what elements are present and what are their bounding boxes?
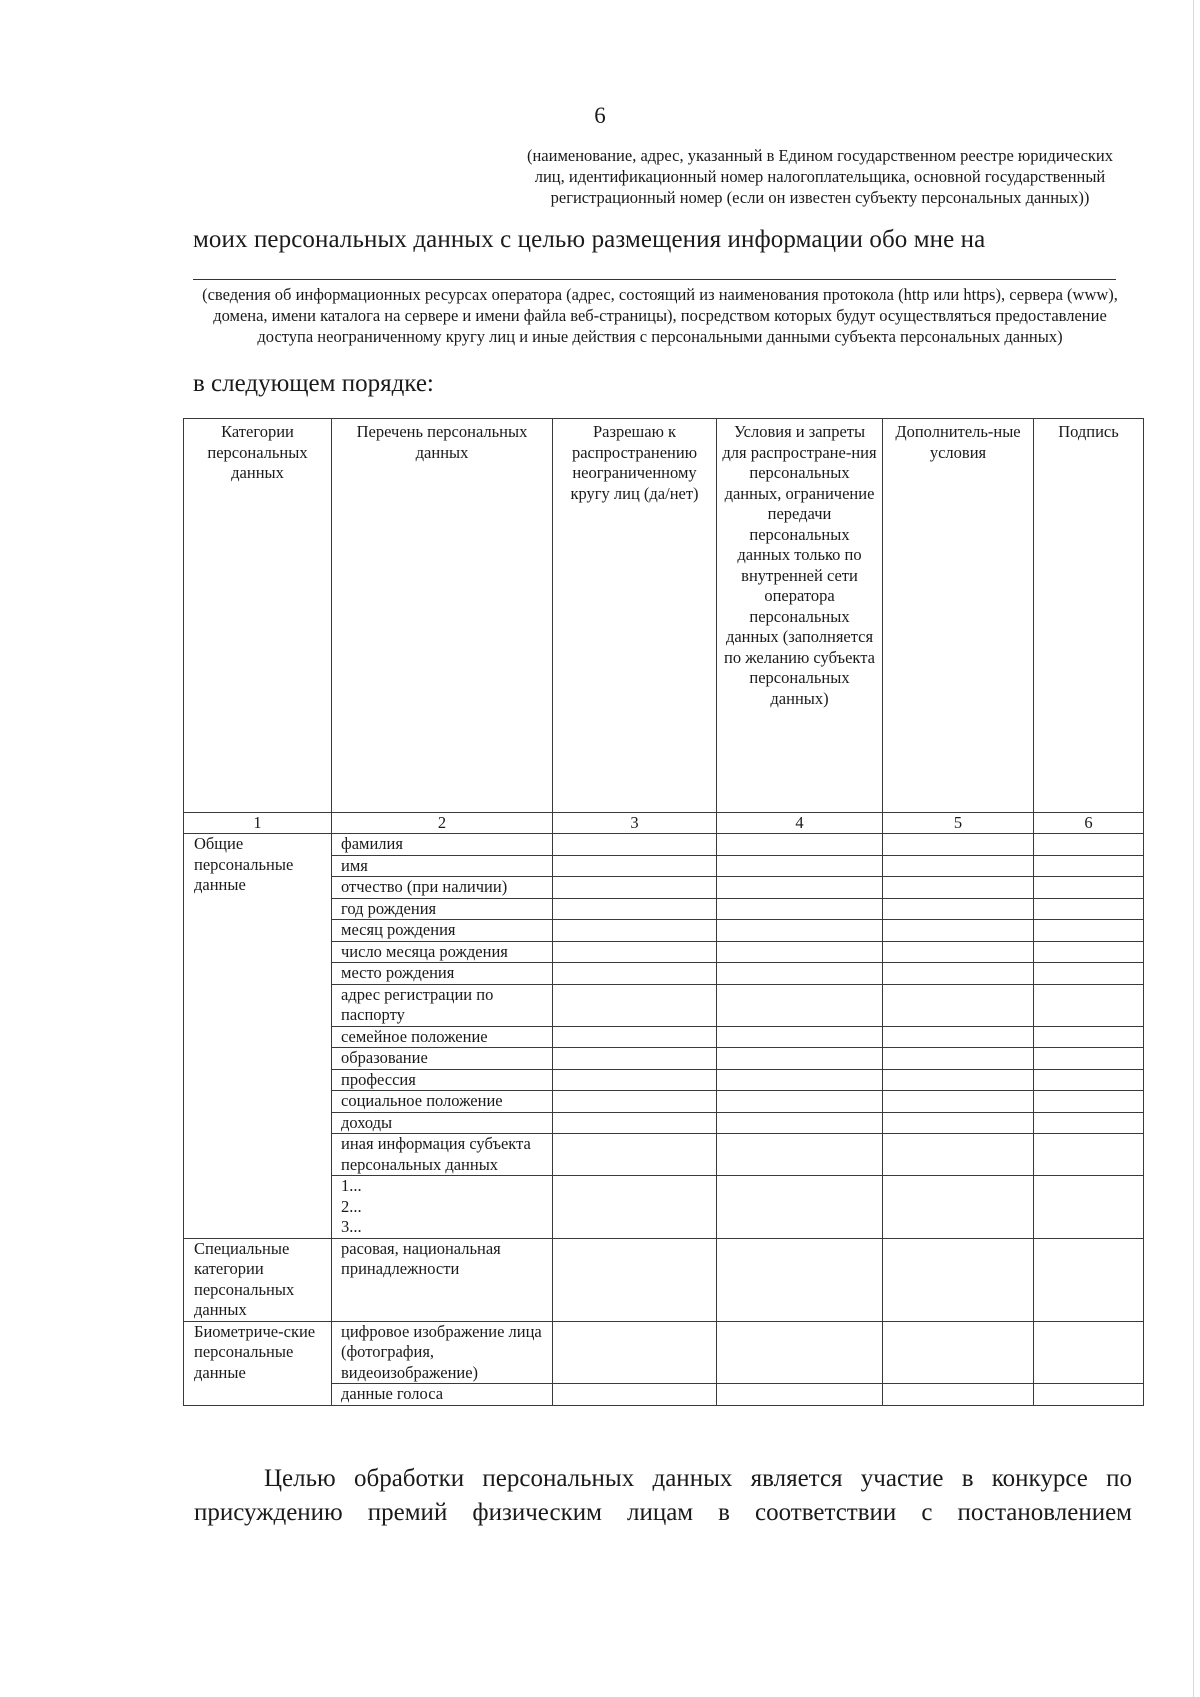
conditions-cell[interactable] [717, 855, 883, 877]
conditions-cell[interactable] [717, 1238, 883, 1321]
conditions-cell[interactable] [717, 984, 883, 1026]
permission-cell[interactable] [553, 855, 717, 877]
conditions-cell[interactable] [717, 1134, 883, 1176]
item-face-image: цифровое изображение лица (фотография, видеоизображение) [332, 1321, 553, 1384]
resources-caption: (сведения об информационных ресурсах оператора (адрес, состоящий из наименования протокола (http или https), сервера (www), домена, имени каталога на сервере и имени файла веб-страницы), посредством которых будут осуществляться предоставление доступа неограниченному кругу лиц и иные действия с персональными данными субъекта персональных данных) [202, 285, 1118, 346]
conditions-cell[interactable] [717, 963, 883, 985]
additional-cell[interactable] [883, 920, 1034, 942]
category-biometric: Биометриче-ские персональные данные [184, 1321, 332, 1405]
permission-cell[interactable] [553, 963, 717, 985]
permission-cell[interactable] [553, 1238, 717, 1321]
item-name: имя [332, 855, 553, 877]
permission-cell[interactable] [553, 941, 717, 963]
header-row [184, 419, 1144, 813]
conditions-cell[interactable] [717, 1069, 883, 1091]
item-extra-3: 3... [341, 1217, 362, 1236]
conditions-cell[interactable] [717, 941, 883, 963]
additional-cell[interactable] [883, 1134, 1034, 1176]
additional-cell[interactable] [883, 855, 1034, 877]
item-surname: фамилия [332, 834, 553, 856]
closing-text: Целью обработки персональных данных является участие в конкурсе по присуждению премий физическим лицам в соответствии с постановлением [194, 1465, 1132, 1526]
additional-cell[interactable] [883, 834, 1034, 856]
header-signature: Подпись [1034, 419, 1144, 813]
permission-cell[interactable] [553, 984, 717, 1026]
item-other-info: иная информация субъекта персональных данных [332, 1134, 553, 1176]
conditions-cell[interactable] [717, 1091, 883, 1113]
conditions-cell[interactable] [717, 1112, 883, 1134]
column-number: 3 [553, 813, 717, 834]
conditions-cell[interactable] [717, 834, 883, 856]
order-line: в следующем порядке: [193, 370, 434, 397]
item-education: образование [332, 1048, 553, 1070]
conditions-cell[interactable] [717, 877, 883, 899]
item-profession: профессия [332, 1069, 553, 1091]
conditions-cell[interactable] [717, 1384, 883, 1406]
additional-cell[interactable] [883, 1069, 1034, 1091]
permission-cell[interactable] [553, 1048, 717, 1070]
table-row [184, 834, 1144, 856]
item-birth-day: число месяца рождения [332, 941, 553, 963]
permission-cell[interactable] [553, 877, 717, 899]
signature-cell[interactable] [1034, 920, 1144, 942]
signature-cell[interactable] [1034, 1026, 1144, 1048]
signature-cell[interactable] [1034, 941, 1144, 963]
column-number-row [184, 813, 1144, 834]
item-extra-2: 2... [341, 1196, 362, 1216]
column-number: 4 [717, 813, 883, 834]
signature-cell[interactable] [1034, 877, 1144, 899]
signature-cell[interactable] [1034, 1321, 1144, 1384]
item-race-nationality: расовая, национальная принадлежности [332, 1238, 553, 1321]
signature-cell[interactable] [1034, 984, 1144, 1026]
header-list: Перечень персональных данных [332, 419, 553, 813]
additional-cell[interactable] [883, 984, 1034, 1026]
header-conditions: Условия и запреты для распростране-ния персональных данных, ограничение передачи персональных данных только по внутренней сети оператора персональных данных (заполняется по желанию субъекта персональных данных) [717, 419, 883, 813]
header-additional: Дополнитель-ные условия [883, 419, 1034, 813]
item-extra-1: 1... [341, 1176, 362, 1195]
additional-cell[interactable] [883, 1176, 1034, 1239]
signature-cell[interactable] [1034, 1134, 1144, 1176]
scan-edge [1193, 0, 1194, 1697]
permission-cell[interactable] [553, 1384, 717, 1406]
additional-cell[interactable] [883, 898, 1034, 920]
signature-cell[interactable] [1034, 1238, 1144, 1321]
permission-cell[interactable] [553, 1321, 717, 1384]
signature-cell[interactable] [1034, 834, 1144, 856]
conditions-cell[interactable] [717, 1176, 883, 1239]
signature-cell[interactable] [1034, 963, 1144, 985]
column-number: 6 [1034, 813, 1144, 834]
item-extra-list [332, 1176, 553, 1239]
permission-cell[interactable] [553, 920, 717, 942]
signature-cell[interactable] [1034, 1069, 1144, 1091]
purpose-line: моих персональных данных с целью размещения информации обо мне на [193, 226, 986, 253]
permission-cell[interactable] [553, 1069, 717, 1091]
operator-caption: (наименование, адрес, указанный в Едином государственном реестре юридических лиц, идентификационный номер налогоплательщика, основной государственный регистрационный номер (если он известен субъекту персональных данных)) [526, 146, 1113, 207]
table-row [184, 1321, 1144, 1384]
column-number: 2 [332, 813, 553, 834]
conditions-cell[interactable] [717, 1048, 883, 1070]
item-social-status: социальное положение [332, 1091, 553, 1113]
conditions-cell[interactable] [717, 898, 883, 920]
signature-cell[interactable] [1034, 1112, 1144, 1134]
additional-cell[interactable] [883, 1091, 1034, 1113]
category-general: Общие персональные данные [184, 834, 332, 1239]
additional-cell[interactable] [883, 1238, 1034, 1321]
item-marital-status: семейное положение [332, 1026, 553, 1048]
permission-cell[interactable] [553, 1026, 717, 1048]
item-birth-place: место рождения [332, 963, 553, 985]
signature-cell[interactable] [1034, 898, 1144, 920]
permission-cell[interactable] [553, 834, 717, 856]
item-voice-data: данные голоса [332, 1384, 553, 1406]
header-category: Категории персональных данных [184, 419, 332, 813]
table-row [184, 1238, 1144, 1321]
personal-data-table [183, 418, 1144, 1406]
item-income: доходы [332, 1112, 553, 1134]
additional-cell[interactable] [883, 941, 1034, 963]
column-number: 1 [184, 813, 332, 834]
additional-cell[interactable] [883, 1321, 1034, 1384]
conditions-cell[interactable] [717, 1026, 883, 1048]
additional-cell[interactable] [883, 877, 1034, 899]
item-birth-year: год рождения [332, 898, 553, 920]
fill-in-line [193, 279, 1116, 280]
additional-cell[interactable] [883, 1384, 1034, 1406]
category-special: Специальные категории персональных данных [184, 1238, 332, 1321]
additional-cell[interactable] [883, 1112, 1034, 1134]
additional-cell[interactable] [883, 1048, 1034, 1070]
conditions-cell[interactable] [717, 1321, 883, 1384]
column-number: 5 [883, 813, 1034, 834]
signature-cell[interactable] [1034, 1384, 1144, 1406]
header-permission: Разрешаю к распространению неограниченному кругу лиц (да/нет) [553, 419, 717, 813]
permission-cell[interactable] [553, 1091, 717, 1113]
page-number: 6 [594, 103, 606, 128]
permission-cell[interactable] [553, 1176, 717, 1239]
permission-cell[interactable] [553, 898, 717, 920]
signature-cell[interactable] [1034, 1176, 1144, 1239]
permission-cell[interactable] [553, 1112, 717, 1134]
signature-cell[interactable] [1034, 1091, 1144, 1113]
item-patronymic: отчество (при наличии) [332, 877, 553, 899]
conditions-cell[interactable] [717, 920, 883, 942]
signature-cell[interactable] [1034, 855, 1144, 877]
closing-paragraph [194, 1462, 1132, 1530]
additional-cell[interactable] [883, 963, 1034, 985]
item-birth-month: месяц рождения [332, 920, 553, 942]
item-registration-address: адрес регистрации по паспорту [332, 984, 553, 1026]
signature-cell[interactable] [1034, 1048, 1144, 1070]
additional-cell[interactable] [883, 1026, 1034, 1048]
permission-cell[interactable] [553, 1134, 717, 1176]
